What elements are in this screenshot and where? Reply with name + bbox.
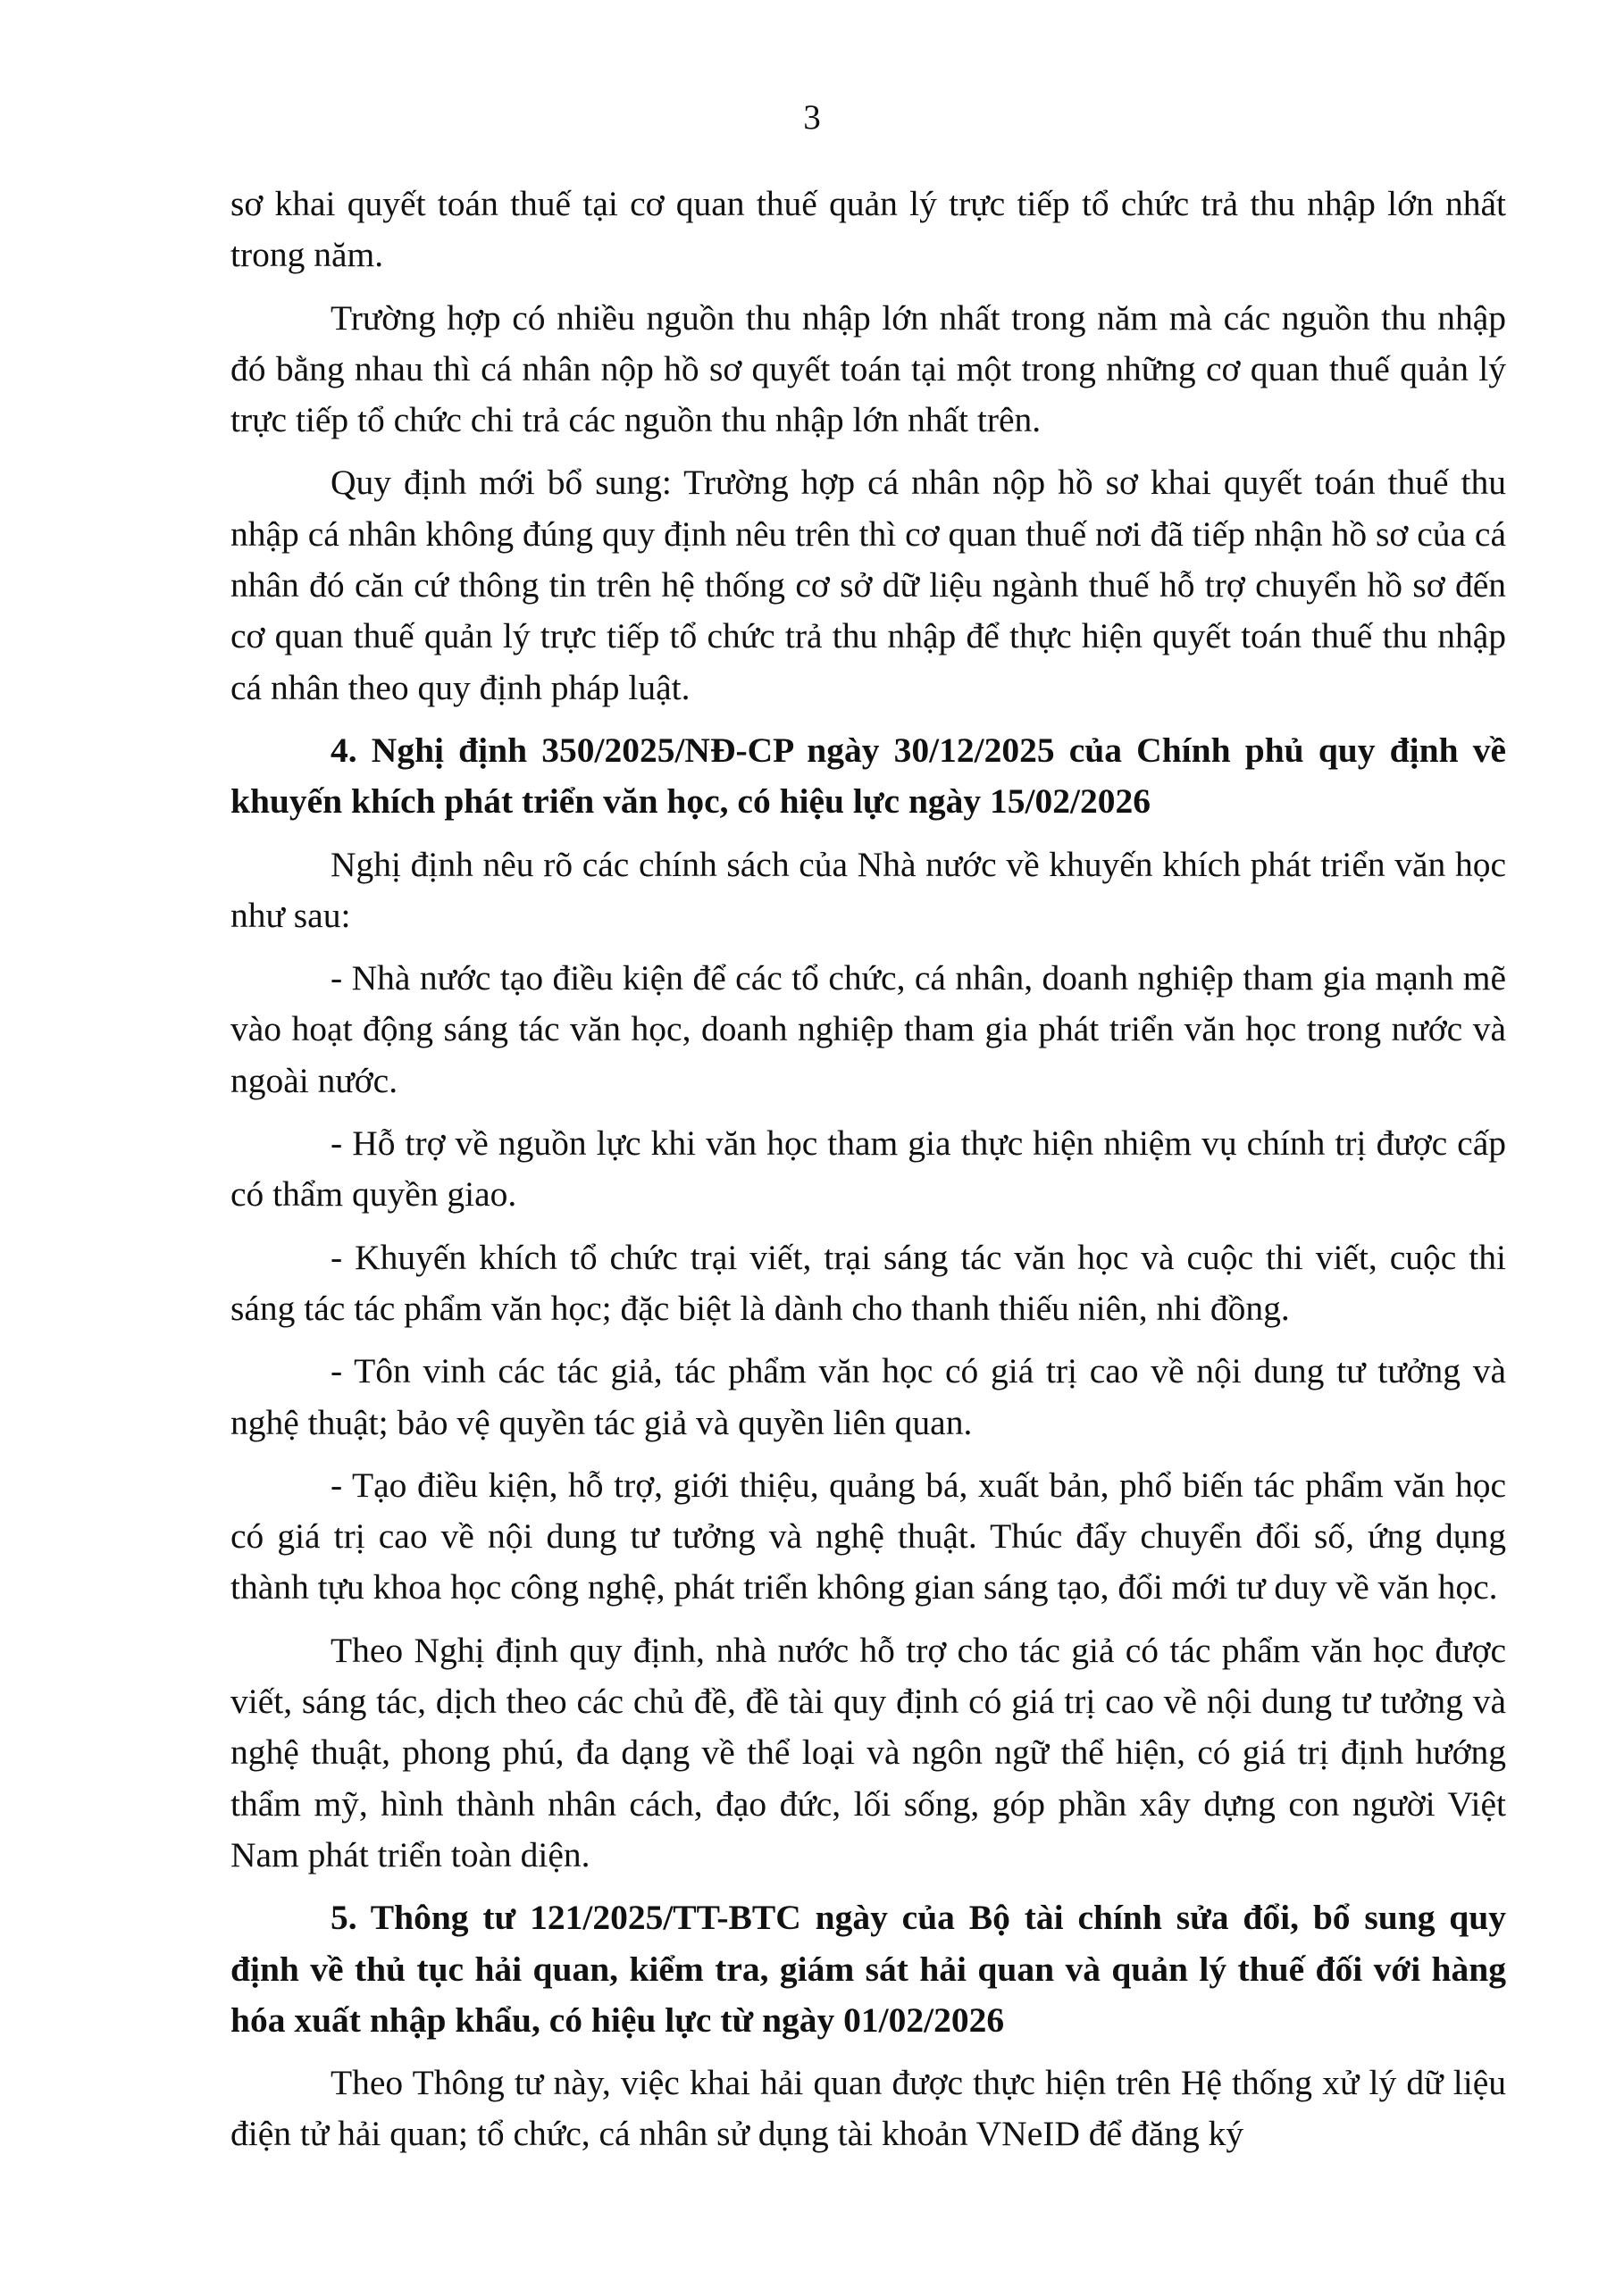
list-item-honor-authors: - Tôn vinh các tác giả, tác phẩm văn học có giá trị cao về nội dung tư tưởng và nghệ thuật; bảo vệ quyền tác giả và quyền liên quan. xyxy=(230,1351,1506,1442)
list-item-resource-support: - Hỗ trợ về nguồn lực khi văn học tham gia thực hiện nhiệm vụ chính trị được cấp có thẩm quyền giao. xyxy=(230,1123,1506,1215)
paragraph-customs-declaration: Theo Thông tư này, việc khai hải quan được thực hiện trên Hệ thống xử lý dữ liệu điện tử hải quan; tổ chức, cá nhân sử dụng tài khoản VNeID để đăng ký xyxy=(230,2063,1506,2154)
list-item-promotion: - Tạo điều kiện, hỗ trợ, giới thiệu, quảng bá, xuất bản, phổ biến tác phẩm văn học có giá trị cao về nội dung tư tưởng và nghệ thuật. Thúc đẩy chuyển đổi số, ứng dụng thành tựu khoa học công nghệ, phát triển không gian sáng tạo, đổi mới tư duy về văn học. xyxy=(230,1465,1506,1607)
document-body xyxy=(230,179,1506,2160)
page-number: 3 xyxy=(803,98,821,137)
section-heading-4: 4. Nghị định 350/2025/NĐ-CP ngày 30/12/2025 của Chính phủ quy định về khuyến khích phát triển văn học, có hiệu lực ngày 15/02/2026 xyxy=(230,730,1506,822)
paragraph-policy-intro: Nghị định nêu rõ các chính sách của Nhà nước về khuyến khích phát triển văn học như sau: xyxy=(230,844,1506,935)
list-item-enable-participation: - Nhà nước tạo điều kiện để các tổ chức, cá nhân, doanh nghiệp tham gia mạnh mẽ vào hoạt động sáng tác văn học, doanh nghiệp tham gia phát triển văn học trong nước và ngoài nước. xyxy=(230,958,1506,1100)
paragraph-new-regulation: Quy định mới bổ sung: Trường hợp cá nhân nộp hồ sơ khai quyết toán thuế thu nhập cá nhân không đúng quy định nêu trên thì cơ quan thuế nơi đã tiếp nhận hồ sơ của cá nhân đó căn cứ thông tin trên hệ thống cơ sở dữ liệu ngành thuế hỗ trợ chuyển hồ sơ đến cơ quan thuế quản lý trực tiếp tổ chức trả thu nhập để thực hiện quyết toán thuế thu nhập cá nhân theo quy định pháp luật. xyxy=(230,463,1506,707)
paragraph-tax-settlement-continued: sơ khai quyết toán thuế tại cơ quan thuế quản lý trực tiếp tổ chức trả thu nhập lớn nhất trong năm. xyxy=(230,184,1506,275)
paragraph-state-support: Theo Nghị định quy định, nhà nước hỗ trợ cho tác giả có tác phẩm văn học được viết, sáng tác, dịch theo các chủ đề, đề tài quy định có giá trị cao về nội dung tư tưởng và nghệ thuật, phong phú, đa dạng về thể loại và ngôn ngữ thể hiện, có giá trị định hướng thẩm mỹ, hình thành nhân cách, đạo đức, lối sống, góp phần xây dựng con người Việt Nam phát triển toàn diện. xyxy=(230,1630,1506,1874)
paragraph-equal-income-sources: Trường hợp có nhiều nguồn thu nhập lớn nhất trong năm mà các nguồn thu nhập đó bằng nhau thì cá nhân nộp hồ sơ quyết toán tại một trong những cơ quan thuế quản lý trực tiếp tổ chức chi trả các nguồn thu nhập lớn nhất trên. xyxy=(230,297,1506,440)
list-item-writing-camps: - Khuyến khích tổ chức trại viết, trại sáng tác văn học và cuộc thi viết, cuộc thi sáng tác tác phẩm văn học; đặc biệt là dành cho thanh thiếu niên, nhi đồng. xyxy=(230,1237,1506,1328)
section-heading-5: 5. Thông tư 121/2025/TT-BTC ngày của Bộ tài chính sửa đổi, bổ sung quy định về thủ tục hải quan, kiểm tra, giám sát hải quan và quản lý thuế đối với hàng hóa xuất nhập khẩu, có hiệu lực từ ngày 01/02/2026 xyxy=(230,1898,1506,2040)
